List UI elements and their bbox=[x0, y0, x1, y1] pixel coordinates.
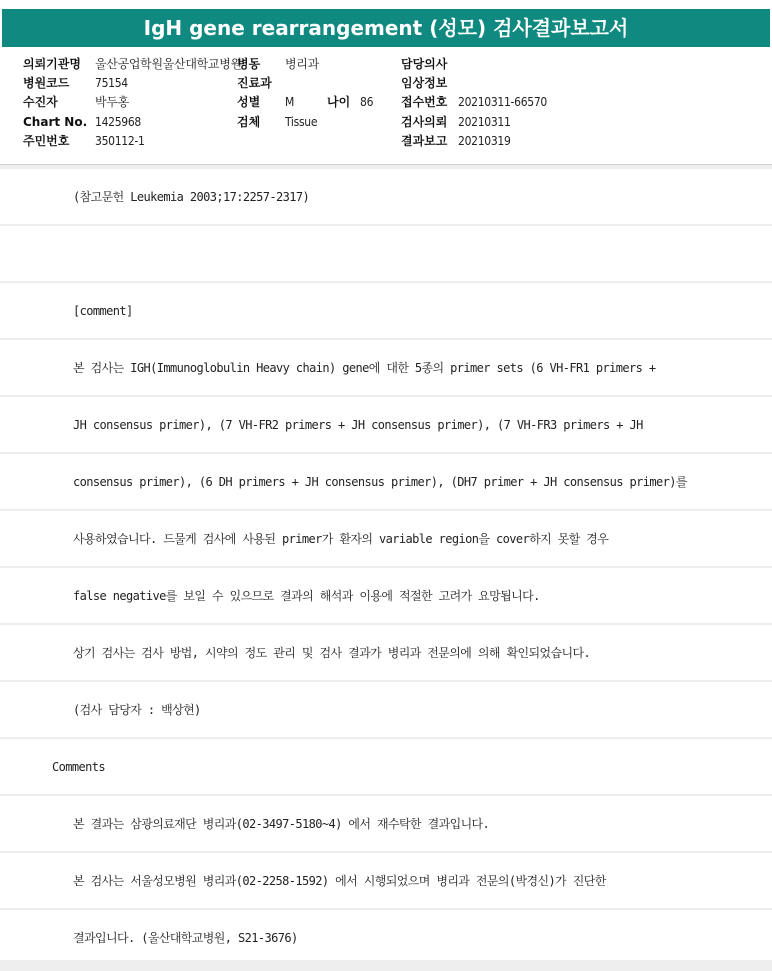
report-line-text: (검사 담당자 : 백상현) bbox=[73, 703, 201, 717]
patient-info-header bbox=[0, 52, 772, 165]
report-line-text: 사용하였습니다. 드물게 검사에 사용된 primer가 환자의 variable region을 cover하지 못할 경우 bbox=[73, 532, 609, 546]
hospital-code-value: 75154 bbox=[95, 76, 128, 90]
ward-label: 병동 bbox=[237, 57, 261, 71]
report-line-text: (참고문헌 Leukemia 2003;17:2257-2317) bbox=[73, 190, 310, 204]
title-bar bbox=[0, 0, 772, 57]
report-line bbox=[0, 682, 772, 739]
resident-no-value: 350112-1 bbox=[95, 134, 145, 148]
request-date-label: 검사의뢰 bbox=[401, 115, 448, 129]
report-line bbox=[0, 169, 772, 226]
report-line-text: 상기 검사는 검사 방법, 시약의 정도 관리 및 검사 결과가 병리과 전문의에 의해 확인되었습니다. bbox=[73, 646, 591, 660]
comments-heading: Comments bbox=[52, 760, 105, 774]
report-line-text: 본 검사는 IGH(Immunoglobulin Heavy chain) gene에 대한 5종의 primer sets (6 VH-FR1 primers + bbox=[73, 361, 656, 375]
report-line-text: consensus primer), (6 DH primers + JH consensus primer), (DH7 primer + JH consensus primer)를 bbox=[73, 475, 687, 489]
request-date-value: 20210311 bbox=[458, 115, 511, 129]
report-line bbox=[0, 397, 772, 454]
hospital-code-label: 병원코드 bbox=[23, 76, 70, 90]
institution-label: 의뢰기관명 bbox=[23, 57, 81, 71]
bottom-border bbox=[0, 960, 772, 971]
patient-name-value: 박두홍 bbox=[95, 95, 129, 109]
report-line bbox=[0, 511, 772, 568]
resident-no-label: 주민번호 bbox=[23, 134, 70, 148]
report-date-value: 20210319 bbox=[458, 134, 511, 148]
report-line bbox=[0, 910, 772, 967]
report-line bbox=[0, 739, 772, 796]
report-line bbox=[0, 226, 772, 283]
report-line-text: [comment] bbox=[73, 304, 133, 318]
report-line-text: JH consensus primer), (7 VH-FR2 primers + JH consensus primer), (7 VH-FR3 primers + JH bbox=[73, 418, 643, 432]
report-title: IgH gene rearrangement (성모) 검사결과보고서 bbox=[2, 9, 770, 47]
receipt-no-value: 20210311-66570 bbox=[458, 95, 547, 109]
report-line-text: 결과입니다. (울산대학교병원, S21-3676) bbox=[73, 931, 298, 945]
report-line bbox=[0, 454, 772, 511]
doctor-label: 담당의사 bbox=[401, 57, 448, 71]
clinical-info-label: 임상정보 bbox=[401, 76, 448, 90]
institution-value: 울산공업학원울산대학교병원 bbox=[95, 57, 242, 71]
specimen-value: Tissue bbox=[285, 115, 318, 129]
receipt-no-label: 접수번호 bbox=[401, 95, 448, 109]
report-line bbox=[0, 796, 772, 853]
report-line-text: 본 검사는 서울성모병원 병리과(02-2258-1592) 에서 시행되었으며 병리과 전문의(박경신)가 진단한 bbox=[73, 874, 606, 888]
sex-value: M bbox=[285, 95, 295, 109]
report-line bbox=[0, 340, 772, 397]
patient-name-label: 수진자 bbox=[23, 95, 58, 109]
age-value: 86 bbox=[360, 95, 374, 109]
chart-no-label: Chart No. bbox=[23, 115, 88, 129]
report-date-label: 결과보고 bbox=[401, 134, 448, 148]
specimen-label: 검체 bbox=[237, 115, 261, 129]
age-label: 나이 bbox=[327, 95, 351, 109]
report-line bbox=[0, 568, 772, 625]
report-line-text: 본 결과는 삼광의료재단 병리과(02-3497-5180~4) 에서 재수탁한 결과입니다. bbox=[73, 817, 490, 831]
report-line bbox=[0, 853, 772, 910]
report-line bbox=[0, 625, 772, 682]
ward-value: 병리과 bbox=[285, 57, 319, 71]
sex-label: 성별 bbox=[237, 95, 261, 109]
report-line bbox=[0, 283, 772, 340]
report-line-text: false negative를 보일 수 있으므로 결과의 해석과 이용에 적절한 고려가 요망됩니다. bbox=[73, 589, 540, 603]
department-label: 진료과 bbox=[237, 76, 272, 90]
chart-no-value: 1425968 bbox=[95, 115, 141, 129]
